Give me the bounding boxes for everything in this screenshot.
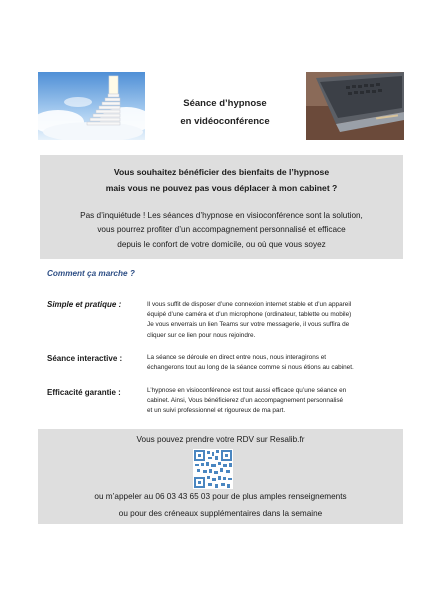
section-label-simple: Simple et pratique :	[47, 300, 122, 309]
page-title-line2: en vidéoconférence	[180, 116, 270, 127]
how-it-works-heading: Comment ça marche ?	[47, 269, 135, 278]
text-line: L’hypnose en visioconférence est tout aussi efficace qu’une séance en	[147, 387, 347, 394]
section-label-interactive: Séance interactive :	[47, 354, 123, 363]
phone-line: ou m’appeler au 06 03 43 65 03 pour de plus amples renseignements	[94, 492, 347, 501]
text-line: La séance se déroule en direct entre nous, nous interagirons et	[147, 354, 327, 361]
laptop-image	[306, 72, 404, 140]
qr-code[interactable]	[193, 449, 233, 489]
section-text-interactive	[147, 353, 395, 373]
text-line: échangerons tout au long de la séance comme si nous étions au cabinet.	[147, 364, 354, 372]
intro-answer-line1: Pas d’inquiétude ! Les séances d’hypnose en visioconférence sont la solution,	[80, 211, 363, 220]
text-line: Il vous suffit de disposer d’une connexion internet stable et d’un appareil	[147, 301, 352, 308]
text-line: cliquer sur ce lien pour nous rejoindre.	[147, 331, 256, 339]
intro-question-line1: Vous souhaitez bénéficier des bienfaits de l’hypnose	[113, 167, 330, 177]
slots-line: ou pour des créneaux supplémentaires dans la semaine	[118, 509, 323, 518]
text-line: Je vous enverrais un lien Teams sur votre messagerie, il vous suffira de	[147, 321, 350, 329]
text-line: équipé d’une caméra et d’un microphone (ordinateur, tablette ou mobile)	[147, 311, 352, 319]
rdv-text: Vous pouvez prendre votre RDV sur Resalib.fr	[136, 435, 305, 444]
section-text-efficacy	[147, 386, 395, 417]
page-title-line1: Séance d’hypnose	[183, 98, 267, 109]
intro-answer-line3: depuis le confort de votre domicile, ou où que vous soyez	[117, 240, 326, 249]
text-line: et un suivi professionnel et rigoureux de ma part.	[147, 407, 286, 415]
stairs-to-sky-image	[38, 72, 145, 140]
text-line: cabinet. Ainsi, Vous bénéficierez d’un accompagnement personnalisé	[147, 397, 344, 405]
intro-question-line2: mais vous ne pouvez pas vous déplacer à mon cabinet ?	[105, 183, 338, 193]
section-text-simple	[147, 300, 395, 341]
section-label-efficacy: Efficacité garantie :	[47, 388, 121, 397]
intro-answer-line2: vous pourrez profiter d’un accompagnement personnalisé et efficace	[97, 225, 346, 234]
